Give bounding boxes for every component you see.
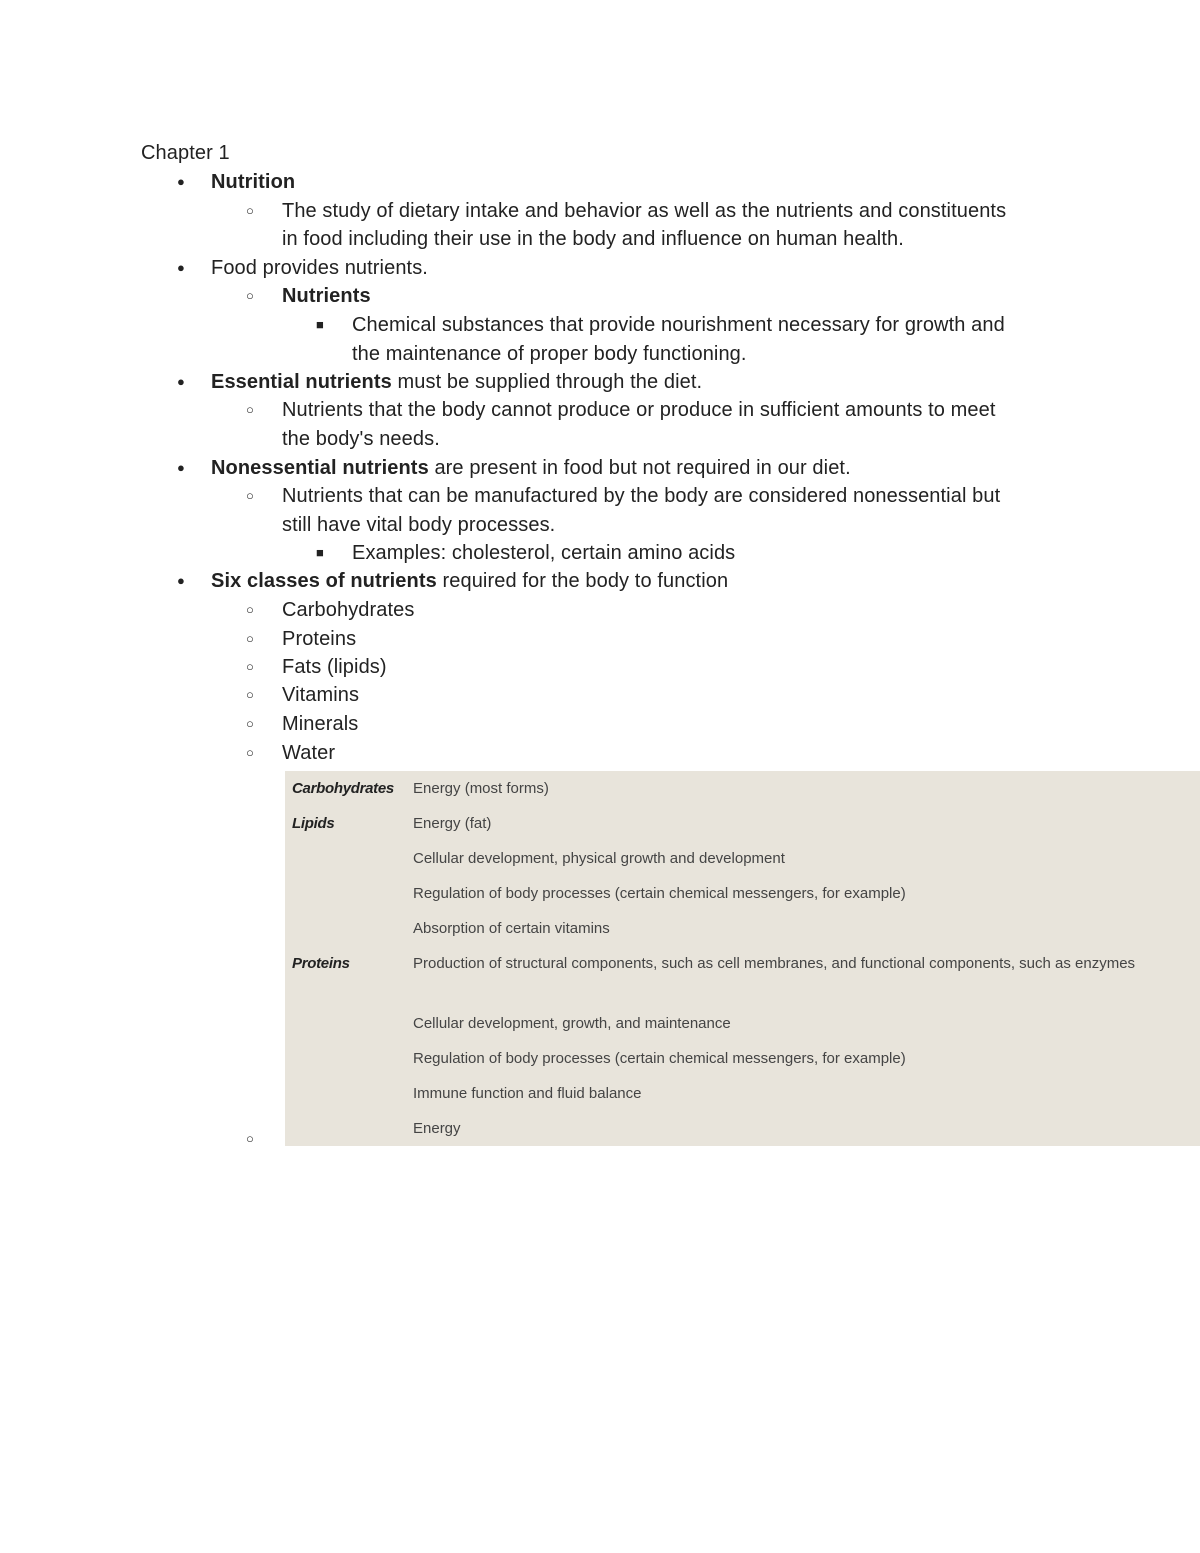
nutrient-class-item: Fats (lipids)	[282, 656, 387, 678]
nonessential-examples: Examples: cholesterol, certain amino acids	[352, 542, 736, 564]
term-nutrition: Nutrition	[211, 171, 296, 193]
term-essential-nutrients: Essential nutrients	[211, 371, 392, 393]
bullet-level2: ○	[246, 716, 254, 731]
nonessential-rest: are present in food but not required in our diet.	[428, 457, 851, 479]
bullet-level1: ●	[177, 174, 185, 189]
nutrition-definition-line2: in food including their use in the body and influence on human health.	[282, 228, 904, 250]
nutrient-function-table	[285, 771, 1200, 1146]
table-function-cell: Cellular development, growth, and maintenance	[413, 1015, 731, 1032]
bullet-level3: ■	[316, 545, 324, 560]
nutrient-class-item: Minerals	[282, 713, 359, 735]
essential-rest: must be supplied through the diet.	[391, 371, 703, 393]
nutrition-definition-line1: The study of dietary intake and behavior as well as the nutrients and constituents	[282, 200, 1007, 222]
bullet-level1: ●	[177, 260, 185, 275]
list-item-nonessential	[211, 454, 851, 483]
table-function-cell: Production of structural components, such as cell membranes, and functional components, such as enzymes	[413, 955, 1136, 972]
nonessential-definition-line2: still have vital body processes.	[282, 514, 556, 536]
table-function-cell: Energy (most forms)	[413, 780, 549, 797]
table-function-cell: Cellular development, physical growth and development	[413, 850, 785, 867]
nutrient-class-item: Proteins	[282, 628, 357, 650]
term-nutrients: Nutrients	[282, 285, 371, 307]
table-function-cell: Energy	[413, 1120, 461, 1137]
bullet-level2: ○	[246, 687, 254, 702]
bullet-level2: ○	[246, 631, 254, 646]
bullet-level2: ○	[246, 602, 254, 617]
nutrient-class-item: Water	[282, 742, 336, 764]
essential-definition-line2: the body's needs.	[282, 428, 440, 450]
table-class-cell: Lipids	[292, 815, 335, 832]
table-class-cell: Proteins	[292, 955, 350, 972]
bullet-level1: ●	[177, 374, 185, 389]
nutrient-class-item: Carbohydrates	[282, 599, 415, 621]
list-item-six-classes	[211, 567, 728, 596]
term-nonessential-nutrients: Nonessential nutrients	[211, 457, 429, 479]
bullet-level2: ○	[246, 659, 254, 674]
table-class-cell: Carbohydrates	[292, 780, 394, 797]
list-item-nutrients	[282, 282, 371, 311]
list-item-nutrition	[211, 168, 295, 197]
bullet-level2: ○	[246, 1131, 254, 1146]
list-item-food: Food provides nutrients.	[211, 257, 428, 279]
nonessential-definition-line1: Nutrients that can be manufactured by the body are considered nonessential but	[282, 485, 1001, 507]
bullet-level3: ■	[316, 317, 324, 332]
bullet-level1: ●	[177, 573, 185, 588]
bullet-level2: ○	[246, 488, 254, 503]
table-function-cell: Absorption of certain vitamins	[413, 920, 610, 937]
nutrient-class-item: Vitamins	[282, 684, 360, 706]
list-item-essential	[211, 368, 702, 397]
bullet-level2: ○	[246, 288, 254, 303]
table-function-cell: Regulation of body processes (certain chemical messengers, for example)	[413, 1050, 906, 1067]
table-function-cell: Energy (fat)	[413, 815, 492, 832]
essential-definition-line1: Nutrients that the body cannot produce or produce in sufficient amounts to meet	[282, 399, 996, 421]
nutrients-definition-line2: the maintenance of proper body functioning.	[352, 343, 747, 365]
bullet-level2: ○	[246, 745, 254, 760]
table-function-cell: Regulation of body processes (certain chemical messengers, for example)	[413, 885, 906, 902]
bullet-level2: ○	[246, 402, 254, 417]
six-classes-rest: required for the body to function	[436, 570, 729, 592]
bullet-level2: ○	[246, 203, 254, 218]
term-six-classes: Six classes of nutrients	[211, 570, 437, 592]
bullet-level1: ●	[177, 460, 185, 475]
table-function-cell: Immune function and fluid balance	[413, 1085, 642, 1102]
nutrients-definition-line1: Chemical substances that provide nourishment necessary for growth and	[352, 314, 1005, 336]
chapter-title: Chapter 1	[141, 142, 230, 164]
